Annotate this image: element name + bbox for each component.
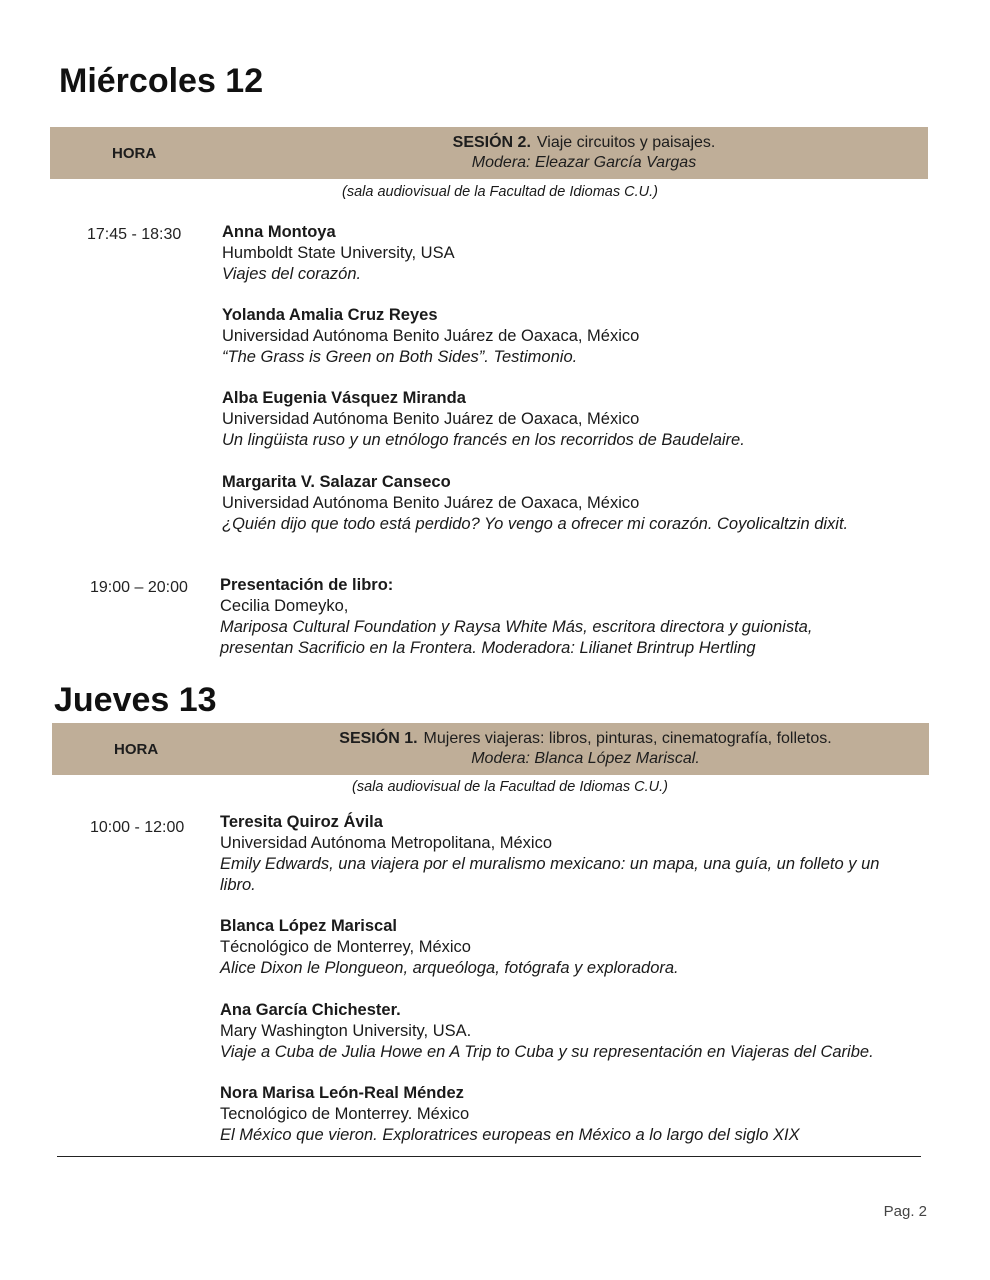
speaker-institution: Universidad Autónoma Metropolitana, México	[220, 834, 553, 852]
day-title-miercoles: Miércoles 12	[59, 62, 264, 100]
book-author: Cecilia Domeyko,	[220, 597, 349, 615]
venue-note: (sala audiovisual de la Facultad de Idiomas C.U.)	[342, 184, 658, 200]
venue-note: (sala audiovisual de la Facultad de Idiomas C.U.)	[352, 779, 668, 795]
talk-entry	[222, 472, 848, 535]
book-presentation	[220, 575, 812, 659]
talk-title: Alice Dixon le Plongueon, arqueóloga, fotógrafa y exploradora.	[220, 959, 679, 977]
session-info	[252, 723, 919, 775]
session-topic: Mujeres viajeras: libros, pinturas, cinematografía, folletos.	[423, 730, 832, 747]
speaker-name: Yolanda Amalia Cruz Reyes	[222, 306, 438, 324]
session-moderator: Modera: Blanca López Mariscal.	[471, 750, 700, 767]
session-moderator: Modera: Eleazar García Vargas	[471, 154, 697, 171]
talk-entry	[222, 305, 639, 368]
book-heading: Presentación de libro:	[220, 576, 394, 594]
time-slot: 19:00 – 20:00	[90, 579, 188, 596]
speaker-institution: Mary Washington University, USA.	[220, 1022, 472, 1040]
talk-entry	[220, 1000, 874, 1063]
session-number: SESIÓN 1.	[339, 730, 418, 747]
speaker-institution: Universidad Autónoma Benito Juárez de Oaxaca, México	[222, 410, 640, 428]
talk-title: Un lingüista ruso y un etnólogo francés en los recorridos de Baudelaire.	[222, 431, 745, 449]
talk-entry	[222, 388, 745, 451]
talk-title: “The Grass is Green on Both Sides”. Testimonio.	[222, 348, 578, 366]
day-title-jueves: Jueves 13	[54, 681, 217, 719]
session-topic: Viaje circuitos y paisajes.	[536, 134, 716, 151]
speaker-institution: Técnológico de Monterrey, México	[220, 938, 471, 956]
book-description-line: Mariposa Cultural Foundation y Raysa White Más, escritora directora y guionista,	[220, 618, 813, 636]
session-header-band	[50, 127, 928, 179]
speaker-institution: Universidad Autónoma Benito Juárez de Oaxaca, México	[222, 494, 640, 512]
time-slot: 10:00 - 12:00	[90, 819, 185, 836]
speaker-name: Teresita Quiroz Ávila	[220, 813, 383, 831]
session-info	[250, 127, 918, 179]
talk-title: ¿Quién dijo que todo está perdido? Yo vengo a ofrecer mi corazón. Coyolicaltzin dixit.	[222, 515, 849, 533]
speaker-name: Anna Montoya	[222, 223, 336, 241]
talk-entry	[220, 916, 679, 979]
talk-title: Viaje a Cuba de Julia Howe en A Trip to Cuba y su representación en Viajeras del Caribe.	[220, 1043, 874, 1061]
hora-label: HORA	[114, 740, 159, 758]
session-number: SESIÓN 2.	[452, 134, 531, 151]
hora-label: HORA	[112, 144, 157, 162]
talk-title-continued: libro.	[220, 876, 256, 894]
speaker-name: Margarita V. Salazar Canseco	[222, 473, 451, 491]
talk-entry	[222, 222, 455, 285]
speaker-institution: Tecnológico de Monterrey. México	[220, 1105, 470, 1123]
speaker-name: Ana García Chichester.	[220, 1001, 401, 1019]
bottom-rule	[57, 1156, 921, 1157]
time-slot: 17:45 - 18:30	[87, 226, 182, 243]
speaker-name: Nora Marisa León-Real Méndez	[220, 1084, 464, 1102]
talk-title: El México que vieron. Exploratrices europeas en México a lo largo del siglo XIX	[220, 1126, 800, 1144]
speaker-name: Blanca López Mariscal	[220, 917, 397, 935]
session-header-band	[52, 723, 929, 775]
talk-entry	[220, 1083, 800, 1146]
book-description-line: presentan Sacrificio en la Frontera. Moderadora: Lilianet Brintrup Hertling	[220, 639, 756, 657]
speaker-name: Alba Eugenia Vásquez Miranda	[222, 389, 466, 407]
talk-entry	[220, 812, 879, 896]
talk-title: Emily Edwards, una viajera por el muralismo mexicano: un mapa, una guía, un folleto y un	[220, 855, 880, 873]
talk-title: Viajes del corazón.	[222, 265, 362, 283]
speaker-institution: Universidad Autónoma Benito Juárez de Oaxaca, México	[222, 327, 640, 345]
speaker-institution: Humboldt State University, USA	[222, 244, 455, 262]
page-number: Pag. 2	[883, 1203, 927, 1220]
